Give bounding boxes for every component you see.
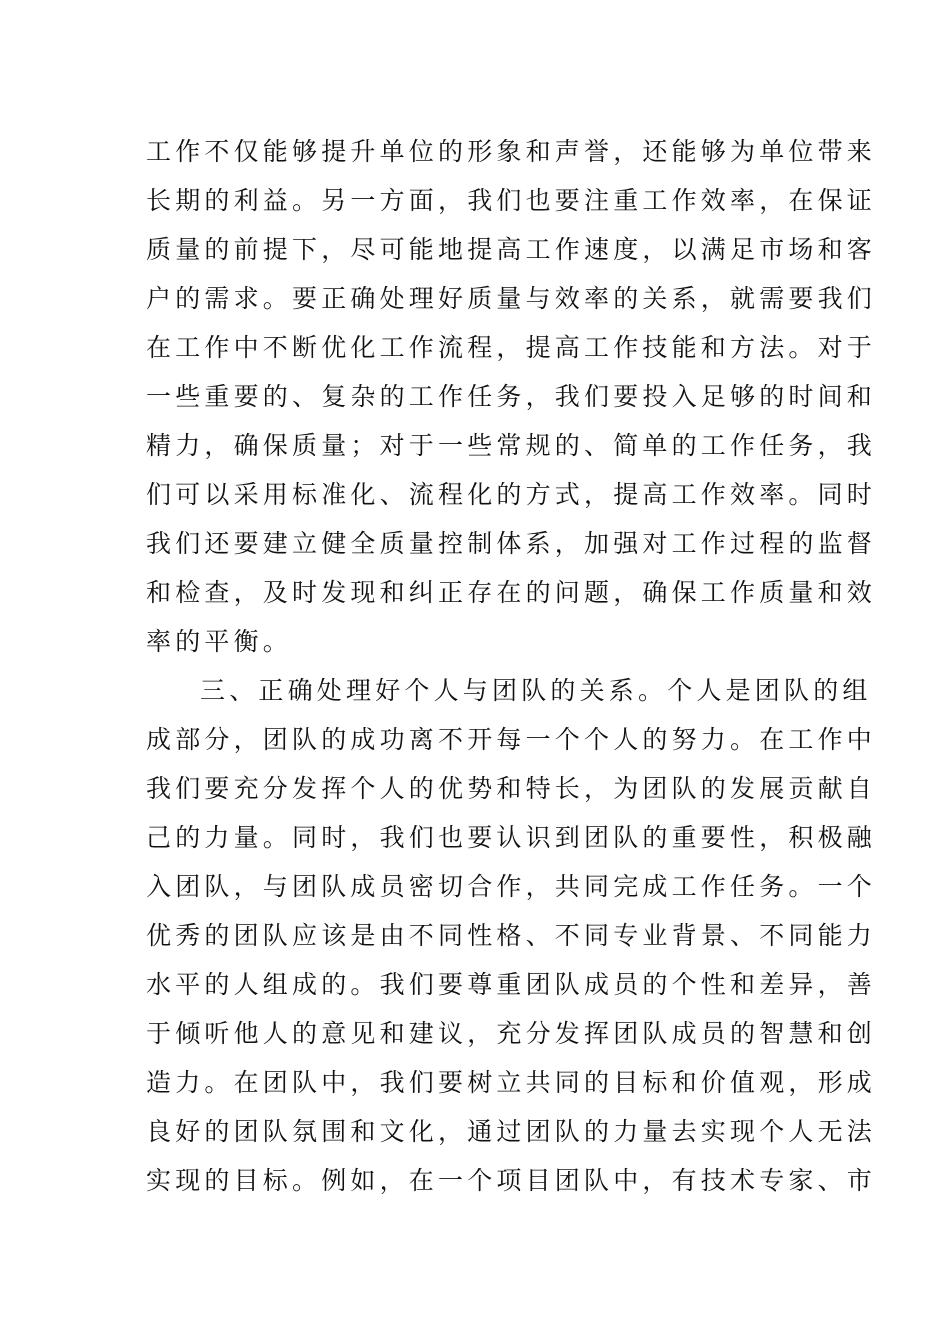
body-text: [146, 127, 877, 1205]
text-line: 良好的团队氛围和文化，通过团队的力量去实现个人无法: [146, 1117, 877, 1146]
text-line: 们可以采用标准化、流程化的方式，提高工作效率。同时: [146, 480, 877, 509]
text-line: 我们要充分发挥个人的优势和特长，为团队的发展贡献自: [146, 774, 877, 803]
text-line: 精力，确保质量；对于一些常规的、简单的工作任务，我: [146, 431, 877, 460]
text-line: 优秀的团队应该是由不同性格、不同专业背景、不同能力: [146, 921, 877, 950]
text-line: 己的力量。同时，我们也要认识到团队的重要性，积极融: [146, 823, 877, 852]
text-line: 质量的前提下，尽可能地提高工作速度，以满足市场和客: [146, 235, 877, 264]
text-line: 于倾听他人的意见和建议，充分发挥团队成员的智慧和创: [146, 1019, 877, 1048]
text-line: 水平的人组成的。我们要尊重团队成员的个性和差异，善: [146, 970, 877, 999]
text-line: 户的需求。要正确处理好质量与效率的关系，就需要我们: [146, 284, 877, 313]
text-line: 长期的利益。另一方面，我们也要注重工作效率，在保证: [146, 186, 877, 215]
text-line: 造力。在团队中，我们要树立共同的目标和价值观，形成: [146, 1068, 877, 1097]
paragraph-start-line: 三、正确处理好个人与团队的关系。个人是团队的组: [200, 676, 872, 705]
text-line: 率的平衡。: [146, 627, 293, 656]
text-line: 入团队，与团队成员密切合作，共同完成工作任务。一个: [146, 872, 877, 901]
text-line: 在工作中不断优化工作流程，提高工作技能和方法。对于: [146, 333, 877, 362]
text-line: 和检查，及时发现和纠正存在的问题，确保工作质量和效: [146, 578, 877, 607]
text-line: 实现的目标。例如，在一个项目团队中，有技术专家、市: [146, 1166, 877, 1195]
text-line: 工作不仅能够提升单位的形象和声誉，还能够为单位带来: [146, 137, 877, 166]
text-line: 一些重要的、复杂的工作任务，我们要投入足够的时间和: [146, 382, 877, 411]
text-line: 成部分，团队的成功离不开每一个个人的努力。在工作中: [146, 725, 877, 754]
text-line: 我们还要建立健全质量控制体系，加强对工作过程的监督: [146, 529, 877, 558]
